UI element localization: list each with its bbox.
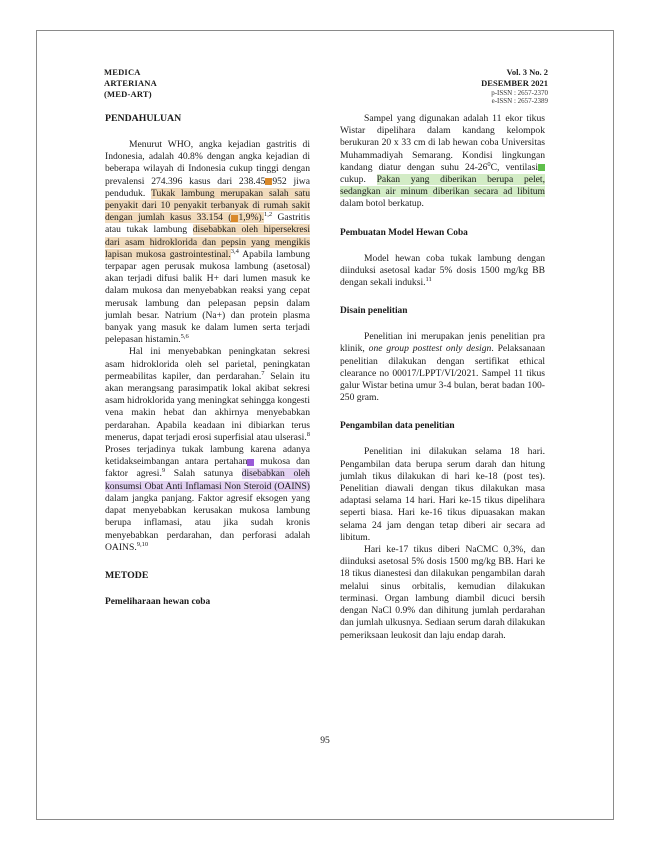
sample-text: Sampel yang digunakan adalah 11 ekor tikus Wistar dipelihara dalam kandang kelompok berukuran 20 x 33 cm di lab hewan coba Universitas Muhammadiyah Semarang. Kondisi lingkungan kandang diatur dengan suhu 24-26 bbox=[340, 113, 545, 173]
citation: 1,2 bbox=[264, 211, 273, 219]
left-column bbox=[105, 113, 310, 608]
design-emphasis: one group posttest only design bbox=[368, 343, 492, 355]
journal-eissn: e-ISSN : 2657-2389 bbox=[491, 97, 548, 105]
intro-paragraph-2 bbox=[105, 346, 310, 553]
intro-text: Salah satunya bbox=[173, 468, 234, 480]
intro-text: Apabila lambung terpapar agen perusak mukosa lambung (asetosal) akan terjadi difusi balik H+ dari lumen masuk ke dalam mukosa dan menyebabkan reaksi yang cepat merusak lambung dan pelepasan pepsin dalam jumlah besar. Natrium (Na+) dan protein plasma banyak yang masuk ke dalam lumen serta terjadi pelepasan histamin. bbox=[105, 248, 310, 346]
intro-text: Proses terjadinya tukak lambung karena adanya ketidakseimbangan antara pertahan bbox=[105, 444, 310, 468]
comment-marker-green-icon[interactable] bbox=[538, 164, 545, 171]
citation: 3,4 bbox=[230, 247, 239, 255]
section-heading-method: METODE bbox=[105, 569, 149, 581]
citation: 9 bbox=[161, 467, 166, 475]
design-text: . Pelaksanaan penelitian dilakukan dengan sertifikat ethical clearance no 00017/LPPT/VI/2021. Sampel 11 tikus galur Wistar betina umur 3-4 bulan, berat badan 100-250 gram. bbox=[340, 343, 545, 404]
data-paragraph-1: Penelitian ini dilakukan selama 18 hari. Pengambilan data berupa serum darah dan hitung jumlah tikus dilakukan di hari ke-18 (post tes). Penelitian diawali dengan tikus dilakukan masa adaptasi selama 14 hari. Hari ke-15 tikus dipelihara seperti biasa. Hari ke-16 tikus dipuasakan makan selama 24 jam dengan tetap diberi air secara ad libitum. bbox=[340, 446, 545, 543]
journal-volume: Vol. 3 No. 2 bbox=[506, 67, 548, 77]
sample-text: dalam botol berkatup. bbox=[340, 198, 424, 210]
subheading-design: Disain penelitian bbox=[340, 306, 408, 317]
citation: 11 bbox=[425, 275, 432, 283]
subheading-model: Pembuatan Model Hewan Coba bbox=[340, 227, 468, 238]
intro-text: dalam jangka panjang. Faktor agresif eksogen yang dapat menyebabkan kerusakan mukosa lambung berupa inflamasi, atau jika sudah kronis menyebabkan perdarahan, dan perforasi adalah OAINS. bbox=[105, 492, 310, 553]
intro-text: 952 jiwa penduduk. bbox=[105, 175, 310, 199]
intro-text: Selain itu akan merangsang parasimpatik lokal akibat sekresi asam hidroklorida yang meningkat sehingga kongesti vena makin hebat dan akhirnya menyebabkan perdarahan. Apabila keadaan ini dibiarkan terus menerus, dapat terjadi erosi superfisial atau ulserasi. bbox=[105, 370, 310, 443]
citation: 7 bbox=[261, 369, 265, 377]
intro-text: Gastritis atau tukak lambung bbox=[105, 212, 310, 236]
right-column bbox=[340, 113, 545, 642]
subheading-animal-care: Pemeliharaan hewan coba bbox=[105, 596, 211, 607]
sample-paragraph: Sampel yang digunakan adalah 11 ekor tikus Wistar dipelihara dalam kandang kelompok berukuran 20 x 33 cm di lab hewan coba Universitas Muhammadiyah Semarang. Kondisi lingkungan kandang diatur dengan suhu $24-26^0C$, ventilasicukup. Pakan yang diberikan berupa pelet, sedangkan air minum diberikan secara ad libitum dalam botol berkatup. bbox=[340, 113, 545, 210]
intro-text: mukosa dan faktor agresi. bbox=[105, 456, 310, 480]
section-heading-intro: PENDAHULUAN bbox=[105, 113, 182, 124]
sample-text: cukup. bbox=[340, 174, 366, 186]
highlight-orange[interactable]: disebabkan oleh hipersekresi dari asam hidroklorida dan pepsin yang mengikis lapisan mukosa gastrointestinal. bbox=[105, 224, 310, 260]
sample-text: C, ventilasi bbox=[490, 161, 538, 173]
journal-issue-info bbox=[481, 67, 548, 105]
intro-text: Menurut WHO, angka kejadian gastritis di Indonesia, adalah 40.8% dengan angka kejadian di beberapa wilayah di Indonesia cukup tinggi dengan prevalensi 274.396 kasus dari 238.45 bbox=[105, 139, 310, 187]
journal-name-line1: MEDICA bbox=[104, 67, 141, 77]
page-number: 95 bbox=[320, 735, 330, 746]
journal-name bbox=[104, 67, 157, 100]
intro-text: Hal ini menyebabkan peningkatan sekresi asam hidroklorida oleh sel parietal, peningkatan permeabilitas kapiler, dan perdarahan. bbox=[105, 346, 310, 382]
highlight-purple[interactable]: disebabkan oleh konsumsi Obat Anti Inflamasi Non Steroid (OAINS) bbox=[105, 468, 310, 492]
citation: 5,6 bbox=[180, 333, 189, 341]
journal-name-line3: (MED-ART) bbox=[104, 89, 152, 99]
citation: 9,10 bbox=[136, 540, 149, 548]
data-paragraph-2: Hari ke-17 tikus diberi NaCMC 0,3%, dan diinduksi asetosal 5% dosis 1500 mg/kg BB. Hari ke 18 tikus dianestesi dan dilakukan pengambilan darah melalui sinus orbitalis, kemudian dilakukan terminasi. Organ lambung diambil dicuci bersih dengan NaCl 0.9% dan dihitung jumlah perdarahan dan jumlah ulkusnya. Sediaan serum darah dilakukan pemeriksaan leukosit dan laju endap darah. bbox=[340, 544, 545, 641]
journal-name-line2: ARTERIANA bbox=[104, 78, 157, 88]
journal-pissn: p-ISSN : 2657-2370 bbox=[491, 89, 548, 97]
comment-marker-purple-icon[interactable] bbox=[247, 459, 254, 466]
design-paragraph bbox=[340, 331, 545, 404]
journal-issue: DESEMBER 2021 bbox=[481, 78, 548, 88]
model-text: Model hewan coba tukak lambung dengan diinduksi asetosal kadar 5% dosis 1500 mg/kg BB dengan sekali induksi. bbox=[340, 252, 545, 289]
intro-paragraph-1 bbox=[105, 139, 310, 346]
design-text: Penelitian ini merupakan jenis penelitian pra klinik, bbox=[340, 331, 545, 355]
model-paragraph bbox=[340, 253, 545, 290]
highlight-orange[interactable]: Tukak lambung merupakan salah satu penyakit dari 10 penyakit terbanyak di rumah sakit dengan jumlah kasus 33.154 ( 1,9%). bbox=[105, 187, 310, 224]
highlight-green[interactable]: Pakan yang diberikan berupa pelet, sedangkan air minum diberikan secara ad libitum bbox=[340, 174, 545, 198]
subheading-data: Pengambilan data penelitian bbox=[340, 421, 455, 432]
citation: 8 bbox=[306, 430, 310, 438]
